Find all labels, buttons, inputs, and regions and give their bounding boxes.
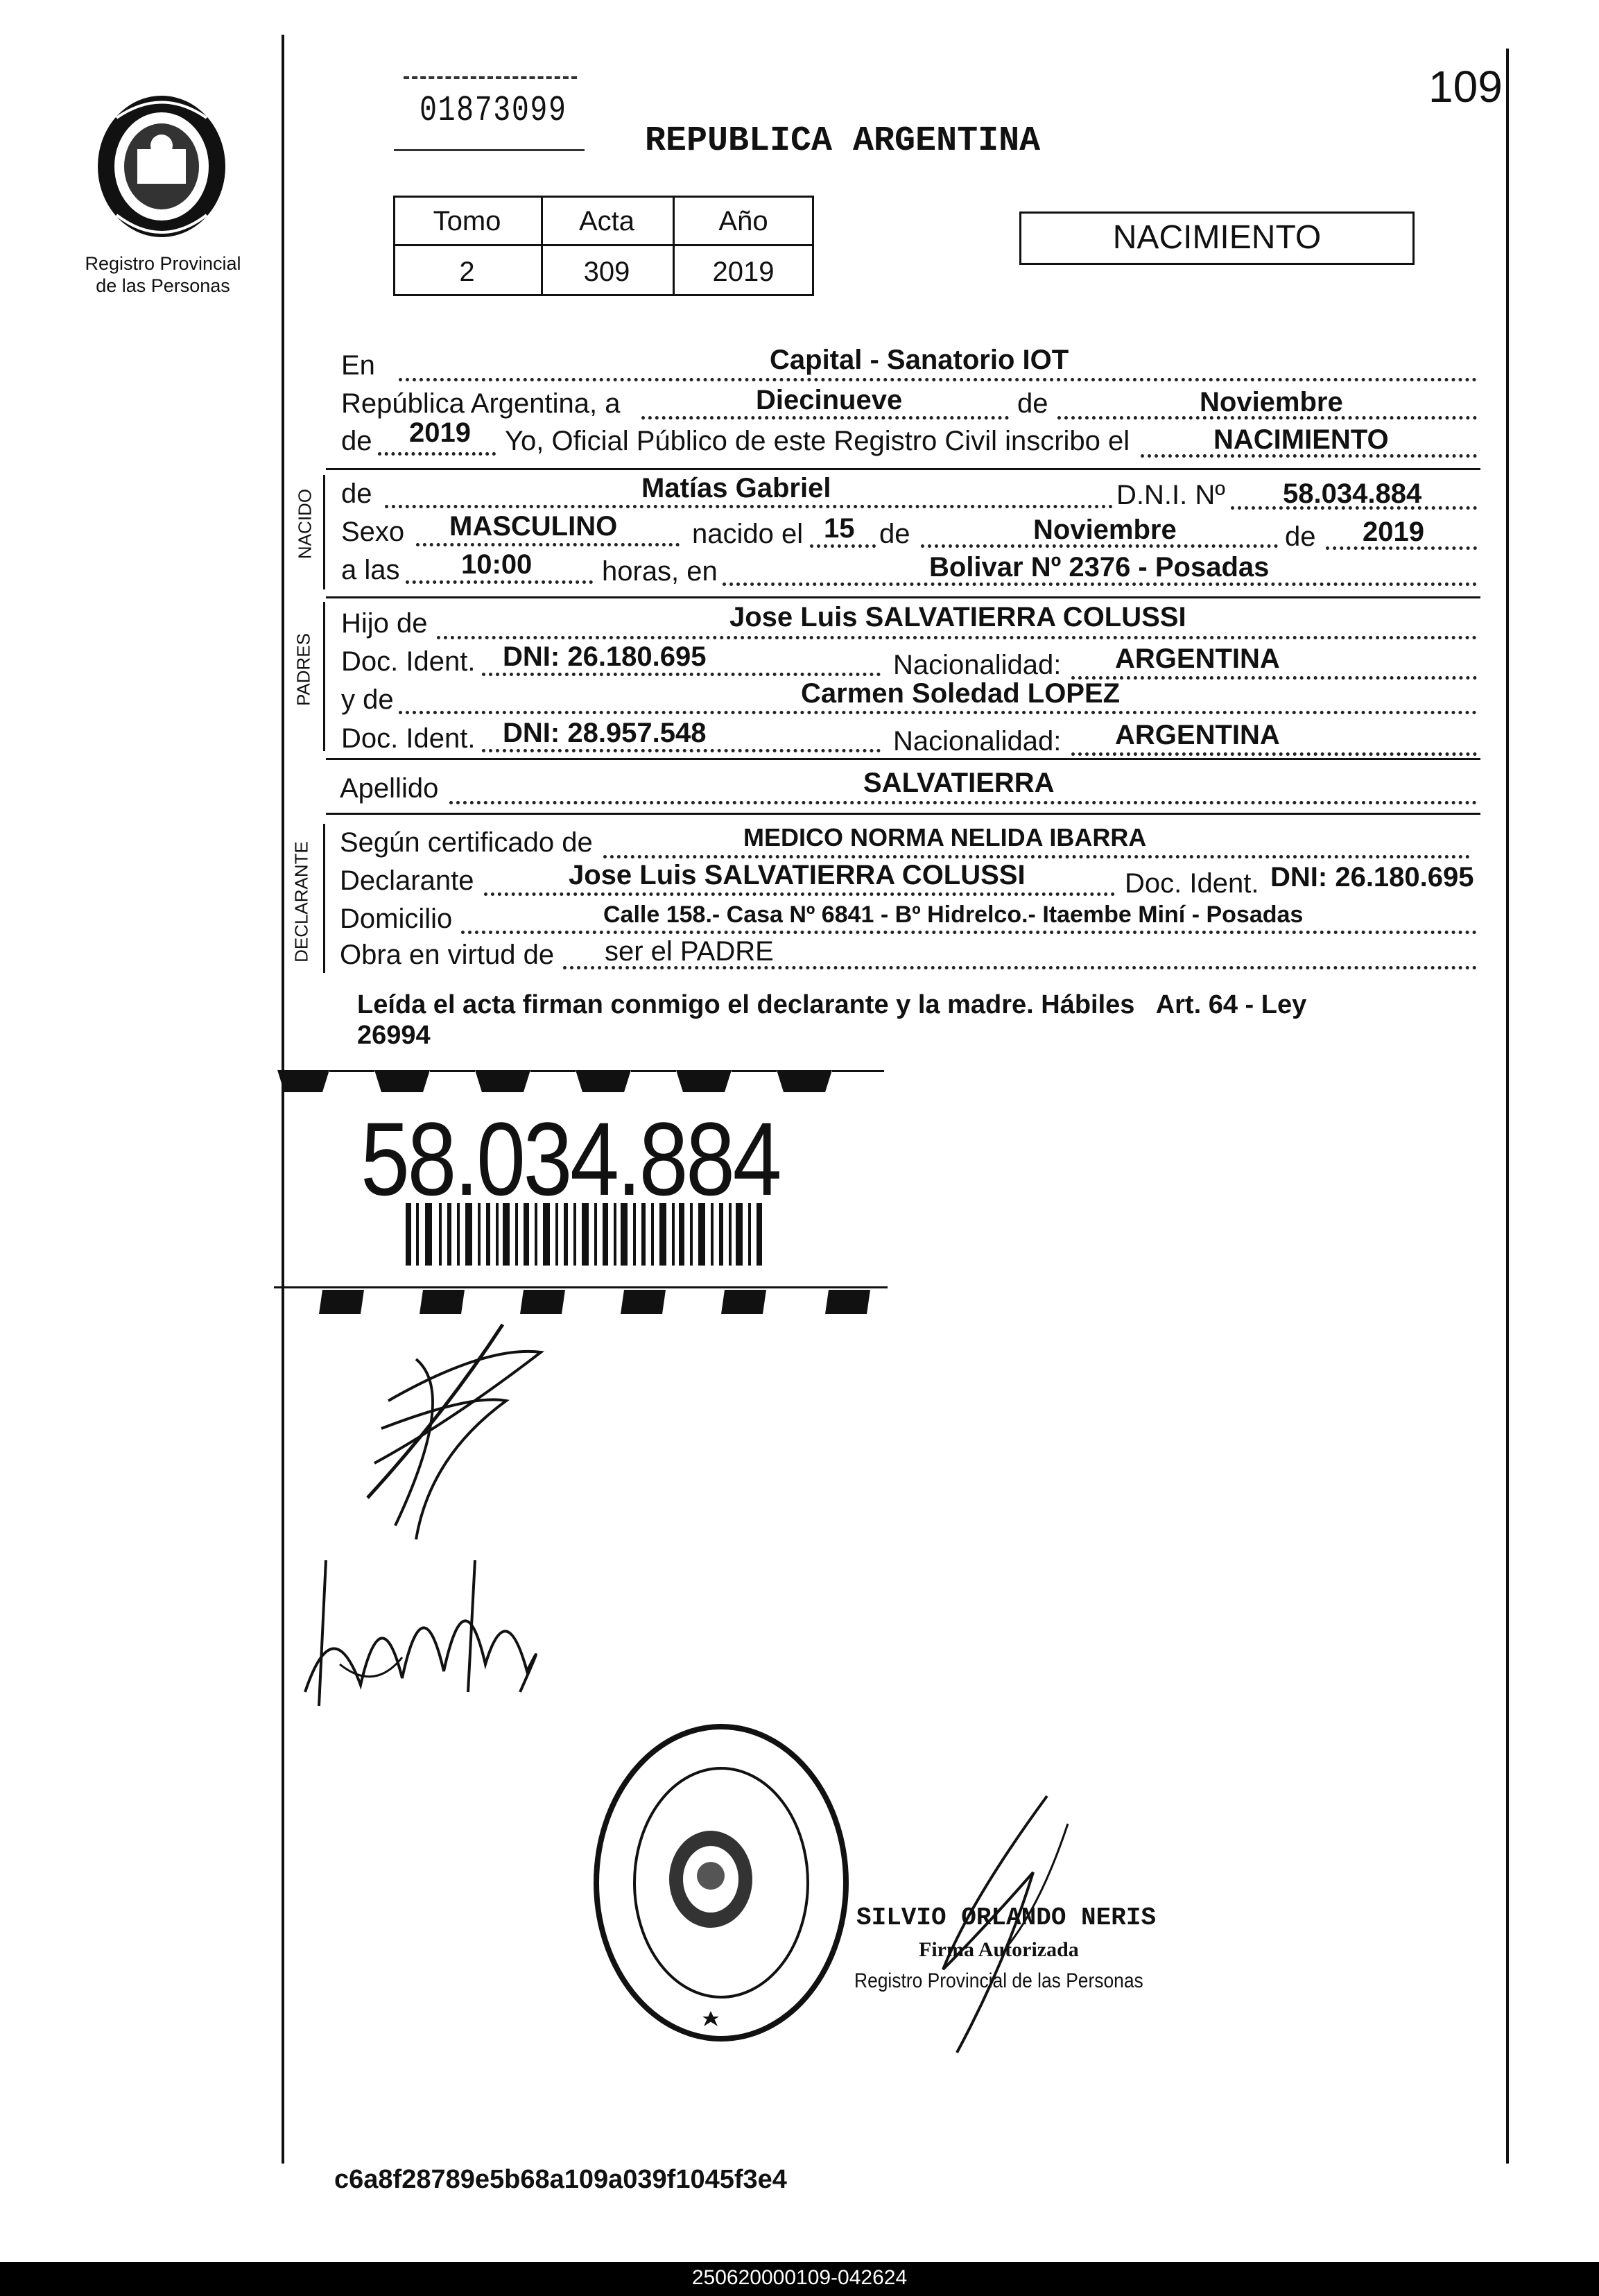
book-header-tomo: Tomo [433, 206, 501, 236]
delegation-stamp-icon [589, 1720, 853, 2046]
dots-hora [406, 580, 593, 584]
value-sexo: MASCULINO [449, 511, 618, 542]
serial-stamp-bottom-line [394, 149, 585, 151]
footer-code: 250620000109-042624 [691, 2266, 908, 2289]
registry-seal-icon [89, 90, 234, 246]
dots-nac-madre [1071, 752, 1477, 756]
country-title: REPUBLICA ARGENTINA [645, 121, 1041, 161]
official-office: Registro Provincial de las Personas [854, 1969, 1143, 1992]
value-direccion: Bolivar Nº 2376 - Posadas [929, 552, 1270, 582]
section-label-padres: PADRES [293, 633, 314, 706]
label-apellido: Apellido [340, 773, 439, 804]
dots-doc-madre [482, 749, 881, 752]
label-de-nombre: de [341, 478, 372, 509]
label-obra: Obra en virtud de [340, 940, 555, 970]
value-padre: Jose Luis SALVATIERRA COLUSSI [729, 602, 1186, 632]
label-y-de: y de [341, 684, 394, 715]
label-en: En [341, 350, 375, 381]
value-dni: 58.034.884 [1283, 478, 1422, 509]
dots-segun [603, 855, 1470, 858]
divider-apellido [326, 813, 1480, 815]
dots-en [399, 378, 1477, 381]
label-doc-madre: Doc. Ident. [341, 723, 476, 754]
label-nacido-el: nacido el [692, 519, 804, 549]
divider-nacido [326, 596, 1480, 598]
book-value-tomo: 2 [459, 257, 475, 287]
label-segun: Según certificado de [340, 827, 593, 858]
label-doc-padre: Doc. Ident. [341, 646, 476, 677]
dots-anio [378, 452, 496, 456]
dots-nombre [385, 505, 1113, 508]
label-doc-declarante: Doc. Ident. [1125, 868, 1259, 899]
label-declarante: Declarante [340, 865, 474, 896]
divider-header [326, 468, 1480, 470]
closing-line1: Leída el acta firman conmigo el declarante y la madre. Hábiles Art. 64 - Ley [357, 990, 1307, 1019]
padres-bracket [323, 602, 325, 751]
value-dia-letras: Diecinueve [756, 385, 903, 415]
value-dia-nac: 15 [824, 513, 855, 544]
nacido-bracket [323, 475, 325, 589]
value-mes-nac: Noviembre [1033, 515, 1177, 545]
book-value-anio: 2019 [712, 257, 775, 287]
dots-sexo [416, 543, 680, 546]
label-de-anio: de [341, 426, 372, 456]
divider-padres [326, 758, 1480, 760]
serial-stamp-top-line [404, 76, 577, 79]
doc-type: NACIMIENTO [1112, 219, 1322, 256]
value-padre-nac: ARGENTINA [1115, 644, 1280, 674]
right-margin-rule [1506, 49, 1509, 2164]
serial-number: 01873099 [420, 90, 567, 131]
value-certificado: MEDICO NORMA NELIDA IBARRA [743, 823, 1147, 852]
dots-nac-padre [1071, 676, 1477, 680]
value-lugar: Capital - Sanatorio IOT [770, 345, 1069, 375]
value-anio: 2019 [409, 417, 471, 448]
official-role: Firma Autorizada [919, 1938, 1079, 1961]
document-hash: c6a8f28789e5b68a109a039f1045f3e4 [334, 2165, 787, 2194]
signature-madre-icon [298, 1553, 562, 1720]
dots-doc-padre [482, 673, 881, 676]
label-a-las: a las [341, 555, 400, 585]
label-yo: Yo, Oficial Público de este Registro Civil inscribo el [505, 426, 1130, 456]
label-sexo: Sexo [341, 517, 405, 547]
dots-madre [399, 711, 1477, 714]
label-de-mes-nac: de [879, 519, 910, 549]
value-mes: Noviembre [1200, 387, 1343, 417]
official-name: SILVIO ORLANDO NERIS [856, 1904, 1157, 1932]
value-madre-dni: DNI: 28.957.548 [503, 718, 707, 748]
value-obra: ser el PADRE [605, 936, 774, 967]
dots-apellido [449, 801, 1477, 804]
section-label-declarante: DECLARANTE [291, 841, 312, 963]
declarante-bracket [323, 824, 325, 973]
label-republica: República Argentina, a [341, 388, 621, 419]
value-hora: 10:00 [461, 549, 533, 580]
value-declarante: Jose Luis SALVATIERRA COLUSSI [569, 860, 1026, 890]
label-de-mes: de [1017, 388, 1048, 419]
signature-declarante-icon [347, 1318, 576, 1546]
value-madre: Carmen Soledad LOPEZ [801, 678, 1121, 709]
value-nombre: Matías Gabriel [641, 473, 831, 503]
dots-domicilio [461, 931, 1477, 934]
book-header-acta: Acta [578, 206, 635, 236]
label-hijo-de: Hijo de [341, 608, 428, 639]
closing-line2: 26994 [357, 1021, 431, 1050]
book-value-acta: 309 [583, 257, 630, 287]
label-nac-madre: Nacionalidad: [893, 726, 1062, 757]
dots-declarante [484, 892, 1115, 896]
label-horas-en: horas, en [602, 556, 718, 587]
book-table-divider [393, 244, 814, 246]
dots-padre [437, 636, 1477, 639]
label-domicilio: Domicilio [340, 904, 453, 934]
label-dni: D.N.I. Nº [1116, 480, 1225, 510]
value-anio-nac: 2019 [1363, 517, 1424, 547]
registry-name-line1: Registro Provincial [85, 253, 241, 274]
registry-name-line2: de las Personas [96, 275, 230, 296]
value-domicilio: Calle 158.- Casa Nº 6841 - Bº Hidrelco.- Itaembe Miní - Posadas [603, 901, 1304, 928]
value-apellido: SALVATIERRA [863, 768, 1055, 798]
sticker-dni-number: 58.034.884 [361, 1100, 780, 1217]
value-padre-dni: DNI: 26.180.695 [503, 641, 707, 672]
dots-dia-nac [810, 544, 876, 548]
dots-dia [641, 416, 1009, 420]
value-declarante-doc: DNI: 26.180.695 [1270, 862, 1474, 892]
label-de-anio-nac: de [1285, 521, 1316, 552]
label-nac-padre: Nacionalidad: [893, 650, 1062, 680]
value-madre-nac: ARGENTINA [1115, 720, 1280, 750]
book-header-anio: Año [718, 206, 768, 236]
value-tipo: NACIMIENTO [1213, 424, 1389, 455]
section-label-nacido: NACIDO [294, 488, 316, 560]
page-number: 109 [1428, 62, 1503, 112]
